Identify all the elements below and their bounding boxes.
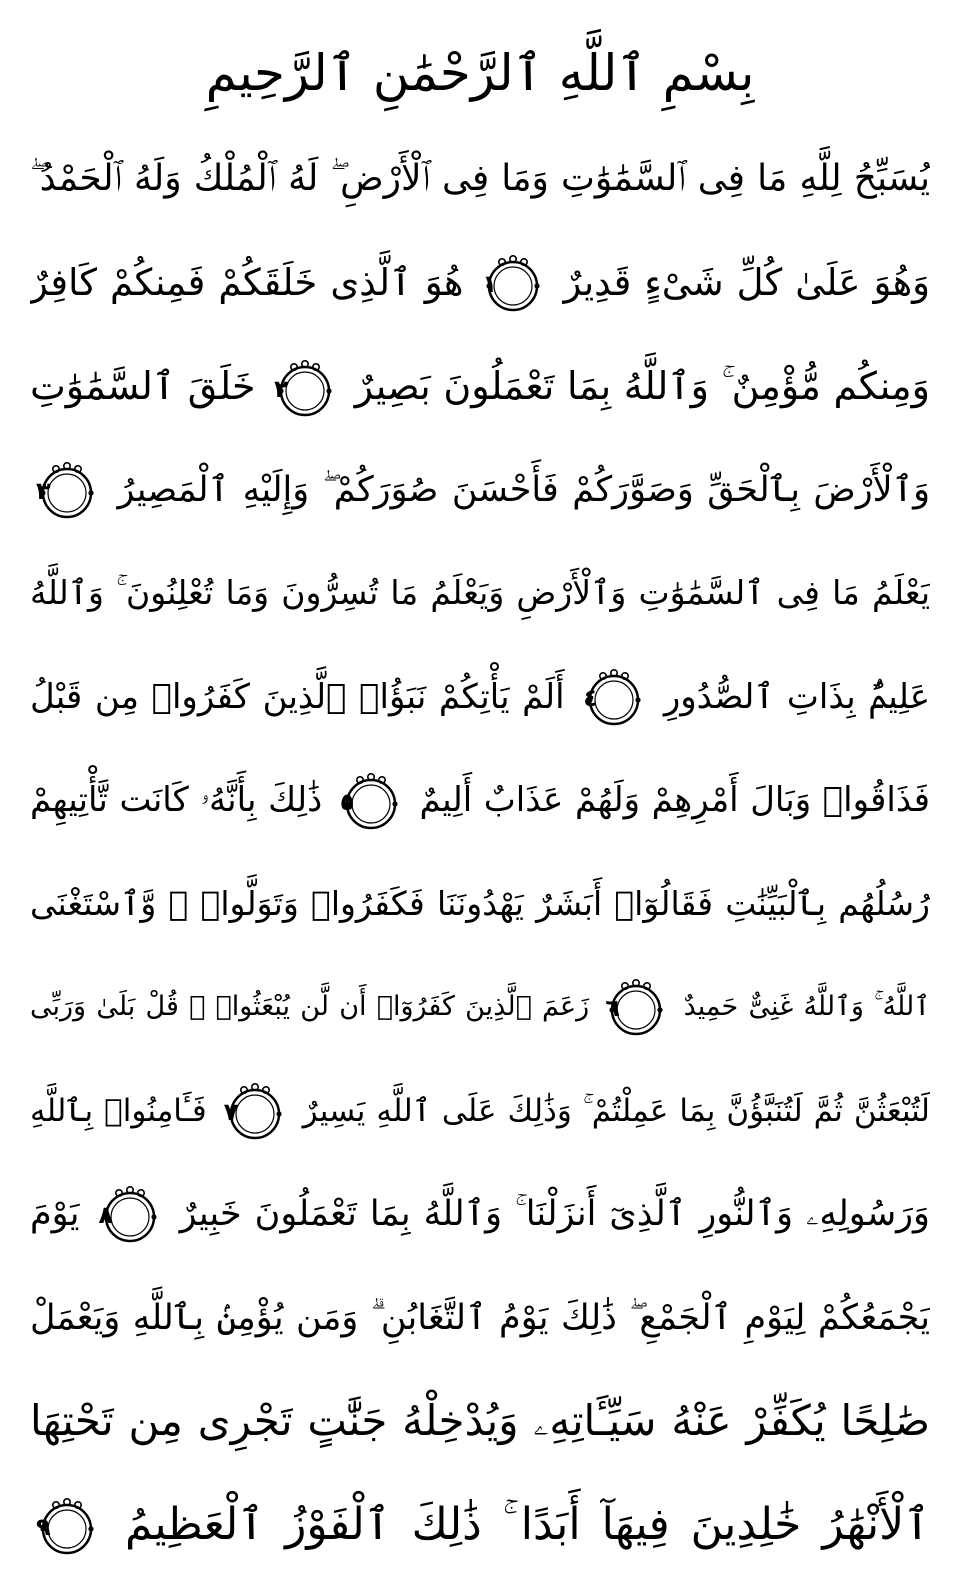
verse-text: صَٰلِحًا يُكَفِّرْ عَنْهُ سَيِّـَٔاتِهِۦ وَيُدْخِلْهُ جَنَّٰتٍ تَجْرِى مِن تَحْتِهَا xyxy=(30,1396,930,1445)
ayah-number-marker xyxy=(274,358,336,420)
ayah-number: ٣ xyxy=(36,476,51,505)
ayah-number: ١ xyxy=(482,270,498,298)
verse-line xyxy=(30,240,930,326)
ayah-number: ٩ xyxy=(36,1512,51,1541)
ayah-number: ٦ xyxy=(605,993,621,1022)
verse-line xyxy=(30,964,930,1050)
verse-text: ٱللَّهُ ۚ وَٱللَّهُ غَنِىٌّ حَمِيدٌ xyxy=(683,991,930,1022)
ayah-number: ٧ xyxy=(223,1098,239,1126)
ayah-number-marker xyxy=(605,977,667,1039)
basmala: بِسْمِ ٱللَّهِ ٱلرَّحْمَٰنِ ٱلرَّحِيمِ xyxy=(205,44,755,102)
verse-line xyxy=(30,343,930,429)
verse-line xyxy=(30,1482,930,1568)
ayah-number: ٥ xyxy=(339,787,355,816)
verse-line xyxy=(30,654,930,740)
ayah-number: ٢ xyxy=(274,374,289,403)
verse-line xyxy=(30,757,930,843)
verse-text: لَتُبْعَثُنَّ ثُمَّ لَتُنَبَّؤُنَّ بِمَا عَمِلْتُمْ ۚ وَذَٰلِكَ عَلَى ٱللَّهِ يَسِيرٌ xyxy=(302,1092,930,1129)
verse-line xyxy=(30,861,930,947)
ayah-number: ٨ xyxy=(98,1201,114,1229)
verse-text: وَرَسُولِهِۦ وَٱلنُّورِ ٱلَّذِىٓ أَنزَلْنَا ۚ وَٱللَّهُ بِمَا تَعْمَلُونَ خَبِيرٌ xyxy=(179,1194,930,1234)
ayah-number-marker xyxy=(340,771,402,833)
ayah-number-marker xyxy=(99,1184,161,1246)
verse-text: أَلَمْ يَأْتِكُمْ نَبَؤُا۟ ٱلَّذِينَ كَفَرُوا۟ مِن قَبْلُ xyxy=(30,676,565,717)
verse-text: يَجْمَعُكُمْ لِيَوْمِ ٱلْجَمْعِ ۖ ذَٰلِكَ يَوْمُ ٱلتَّغَابُنِ ۗ وَمَن يُؤْمِنۢ بِٱللَّهِ وَيَعْمَلْ xyxy=(30,1297,930,1338)
verse-text: رُسُلُهُم بِٱلْبَيِّنَٰتِ فَقَالُوٓا۟ أَبَشَرٌ يَهْدُونَنَا فَكَفَرُوا۟ وَتَوَلَّوا۟ ۚ وَّٱسْتَغْنَى xyxy=(30,883,930,923)
verse-text: خَلَقَ ٱلسَّمَٰوَٰتِ xyxy=(30,364,256,408)
ayah-number-marker xyxy=(224,1081,286,1143)
verse-text: فَـَٔامِنُوا۟ بِٱللَّهِ xyxy=(30,1092,207,1129)
verse-line xyxy=(30,447,930,533)
verse-text: ٱلْأَنْهَٰرُ خَٰلِدِينَ فِيهَآ أَبَدًا ۚ ذَٰلِكَ ٱلْفَوْزُ ٱلْعَظِيمُ xyxy=(125,1498,930,1550)
verse-text: زَعَمَ ٱلَّذِينَ كَفَرُوٓا۟ أَن لَّن يُبْعَثُوا۟ ۚ قُلْ بَلَىٰ وَرَبِّى xyxy=(30,991,590,1022)
verse-text: عَلِيمٌۢ بِذَاتِ ٱلصُّدُورِ xyxy=(663,676,930,717)
verse-text: وَٱلْأَرْضَ بِٱلْحَقِّ وَصَوَّرَكُمْ فَأَحْسَنَ صُوَرَكُمْ ۖ وَإِلَيْهِ ٱلْمَصِيرُ xyxy=(117,469,930,510)
verse-text: يَعْلَمُ مَا فِى ٱلسَّمَٰوَٰتِ وَٱلْأَرْضِ وَيَعْلَمُ مَا تُسِرُّونَ وَمَا تُعْلِنُونَ ۚ وَٱللَّهُ xyxy=(30,573,930,612)
verse-text: وَمِنكُم مُّؤْمِنٌ ۚ وَٱللَّهُ بِمَا تَعْمَلُونَ بَصِيرٌ xyxy=(354,364,930,408)
verse-line xyxy=(30,1275,930,1361)
verse-text: هُوَ ٱلَّذِى خَلَقَكُمْ فَمِنكُمْ كَافِرٌ xyxy=(30,260,464,304)
verse-line xyxy=(30,1378,930,1464)
verse-text: يُسَبِّحُ لِلَّهِ مَا فِى ٱلسَّمَٰوَٰتِ وَمَا فِى ٱلْأَرْضِ ۖ لَهُ ٱلْمُلْكُ وَلَهُ ٱلْحَمْدُ ۖ xyxy=(30,158,930,199)
verse-text: ذَٰلِكَ بِأَنَّهُۥ كَانَت تَّأْتِيهِمْ xyxy=(30,780,323,820)
verse-line xyxy=(30,136,930,222)
verse-text: يَوْمَ xyxy=(30,1194,80,1234)
verse-text: فَذَاقُوا۟ وَبَالَ أَمْرِهِمْ وَلَهُمْ عَذَابٌ أَلِيمٌ xyxy=(419,780,930,820)
ayah-number-marker xyxy=(36,1496,98,1558)
verse-line xyxy=(30,1171,930,1257)
ayah-number-marker xyxy=(583,667,645,729)
verse-line xyxy=(30,550,930,636)
ayah-number: ٤ xyxy=(583,684,598,712)
ayah-number-marker xyxy=(482,253,544,315)
verse-line xyxy=(30,1068,930,1154)
ayah-number-marker xyxy=(36,460,98,522)
verse-text: وَهُوَ عَلَىٰ كُلِّ شَىْءٍ قَدِيرٌ xyxy=(563,260,930,304)
